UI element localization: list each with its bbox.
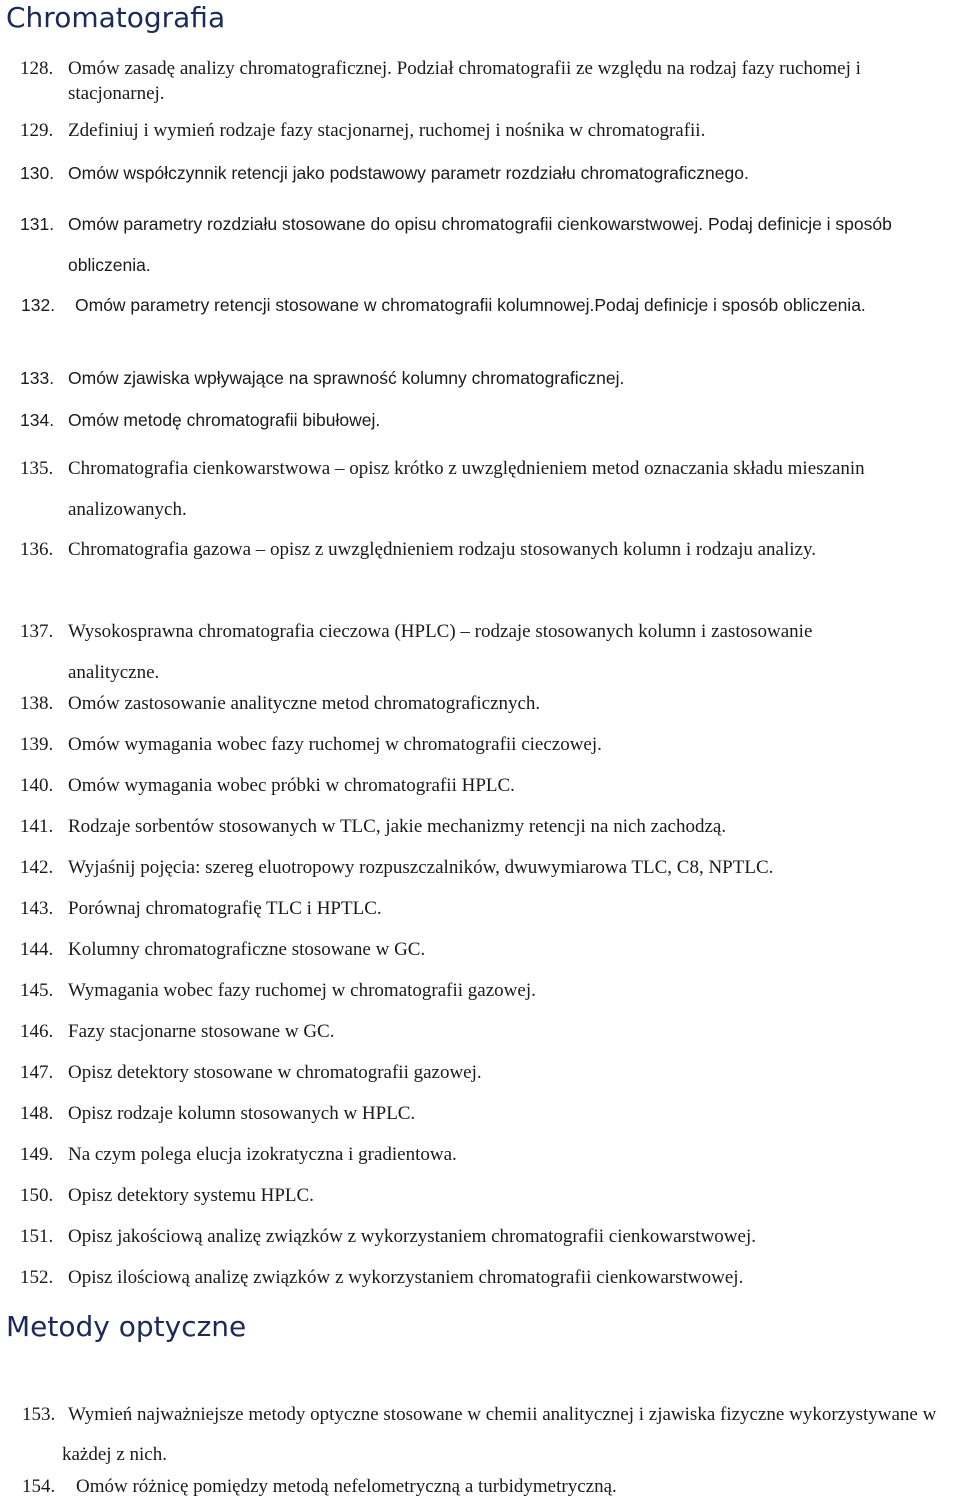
question-133	[20, 367, 952, 389]
question-text: Opisz detektory systemu HPLC.	[68, 1185, 314, 1206]
question-154	[22, 1476, 946, 1498]
question-number: 142.	[20, 857, 54, 878]
question-number: 136.	[20, 539, 54, 560]
question-number: 146.	[20, 1021, 54, 1042]
question-number: 130.	[20, 163, 55, 183]
question-number: 135.	[20, 458, 54, 479]
question-number: 131.	[20, 214, 55, 234]
question-number: 148.	[20, 1103, 54, 1124]
question-text: Omów współczynnik retencji jako podstawowy parametr rozdziału chromatograficznego.	[68, 163, 749, 183]
question-number: 139.	[20, 734, 54, 755]
question-text: Fazy stacjonarne stosowane w GC.	[68, 1021, 335, 1042]
question-text: Wymagania wobec fazy ruchomej w chromatografii gazowej.	[68, 980, 536, 1001]
question-text: Opisz ilościową analizę związków z wykorzystaniem chromatografii cienkowarstwowej.	[68, 1267, 744, 1288]
question-text: Zdefiniuj i wymień rodzaje fazy stacjonarnej, ruchomej i nośnika w chromatografii.	[68, 120, 706, 141]
question-153	[22, 1395, 958, 1475]
question-144	[20, 939, 952, 961]
question-number: 132.	[21, 295, 56, 315]
question-text: Omów metodę chromatografii bibułowej.	[68, 410, 381, 430]
question-text: Omów zastosowanie analityczne metod chromatograficznych.	[68, 693, 541, 714]
question-128	[20, 56, 952, 106]
question-135	[20, 448, 958, 530]
question-134	[20, 409, 952, 431]
question-number: 141.	[20, 816, 54, 837]
question-140	[20, 775, 952, 797]
question-129	[20, 120, 952, 142]
question-number: 145.	[20, 980, 54, 1001]
question-130	[20, 162, 952, 184]
question-text: Chromatografia cienkowarstwowa – opisz krótko z uwzględnieniem metod oznaczania składu mieszanin analizowanych.	[68, 458, 865, 520]
question-number: 154.	[22, 1476, 56, 1497]
question-141	[20, 816, 952, 838]
question-number: 137.	[20, 621, 54, 642]
question-number: 134.	[20, 410, 55, 430]
question-143	[20, 898, 952, 920]
question-number: 149.	[20, 1144, 54, 1165]
question-text: Wymień najważniejsze metody optyczne stosowane w chemii analitycznej i zjawiska fizyczne wykorzystywane w każdej z nich.	[62, 1404, 937, 1465]
question-text: Omów parametry rozdziału stosowane do opisu chromatografii cienkowarstwowej. Podaj definicje i sposób obliczenia.	[68, 214, 892, 275]
question-text: Opisz jakościową analizę związków z wykorzystaniem chromatografii cienkowarstwowej.	[68, 1226, 756, 1247]
question-text: Omów parametry retencji stosowane w chromatografii kolumnowej.Podaj definicje i sposób obliczenia.	[75, 295, 866, 315]
question-number: 147.	[20, 1062, 54, 1083]
question-147	[20, 1062, 952, 1084]
question-151	[20, 1226, 952, 1248]
question-142	[20, 857, 958, 879]
question-number: 128.	[20, 58, 54, 79]
question-number: 144.	[20, 939, 54, 960]
question-text: Kolumny chromatograficzne stosowane w GC.	[68, 939, 426, 960]
question-text: Rodzaje sorbentów stosowanych w TLC, jakie mechanizmy retencji na nich zachodzą.	[68, 816, 727, 837]
question-131	[20, 204, 918, 286]
question-152	[20, 1267, 952, 1289]
question-148	[20, 1103, 952, 1125]
question-text: Omów zasadę analizy chromatograficznej. Podział chromatografii ze względu na rodzaj fazy ruchomej i stacjonarnej.	[68, 58, 861, 104]
question-text: Omów wymagania wobec próbki w chromatografii HPLC.	[68, 775, 515, 796]
question-number: 152.	[20, 1267, 54, 1288]
question-text: Opisz detektory stosowane w chromatografii gazowej.	[68, 1062, 482, 1083]
question-number: 138.	[20, 693, 54, 714]
question-138	[20, 693, 952, 715]
question-number: 150.	[20, 1185, 54, 1206]
question-137	[20, 611, 868, 693]
question-number: 129.	[20, 120, 54, 141]
question-text: Wysokosprawna chromatografia cieczowa (HPLC) – rodzaje stosowanych kolumn i zastosowanie analityczne.	[68, 621, 813, 683]
question-150	[20, 1185, 952, 1207]
question-text: Opisz rodzaje kolumn stosowanych w HPLC.	[68, 1103, 416, 1124]
question-text: Omów wymagania wobec fazy ruchomej w chromatografii cieczowej.	[68, 734, 602, 755]
question-number: 133.	[20, 368, 55, 388]
question-text: Omów zjawiska wpływające na sprawność kolumny chromatograficznej.	[68, 368, 625, 388]
question-text: Chromatografia gazowa – opisz z uwzględnieniem rodzaju stosowanych kolumn i rodzaju analizy.	[68, 539, 816, 560]
question-text: Omów różnicę pomiędzy metodą nefelometryczną a turbidymetryczną.	[76, 1476, 617, 1497]
question-149	[20, 1144, 952, 1166]
question-136	[20, 529, 934, 570]
question-145	[20, 980, 952, 1002]
question-number: 143.	[20, 898, 54, 919]
question-139	[20, 734, 952, 756]
question-number: 140.	[20, 775, 54, 796]
question-text: Porównaj chromatografię TLC i HPTLC.	[68, 898, 382, 919]
question-number: 151.	[20, 1226, 54, 1247]
question-text: Wyjaśnij pojęcia: szereg eluotropowy rozpuszczalników, dwuwymiarowa TLC, C8, NPTLC.	[68, 857, 774, 878]
question-132	[21, 285, 881, 326]
question-number: 153.	[22, 1404, 56, 1425]
question-text: Na czym polega elucja izokratyczna i gradientowa.	[68, 1144, 457, 1165]
section-title-chromatografia: Chromatografia	[6, 1, 226, 34]
section-title-metody-optyczne: Metody optyczne	[6, 1310, 247, 1343]
question-146	[20, 1021, 952, 1043]
